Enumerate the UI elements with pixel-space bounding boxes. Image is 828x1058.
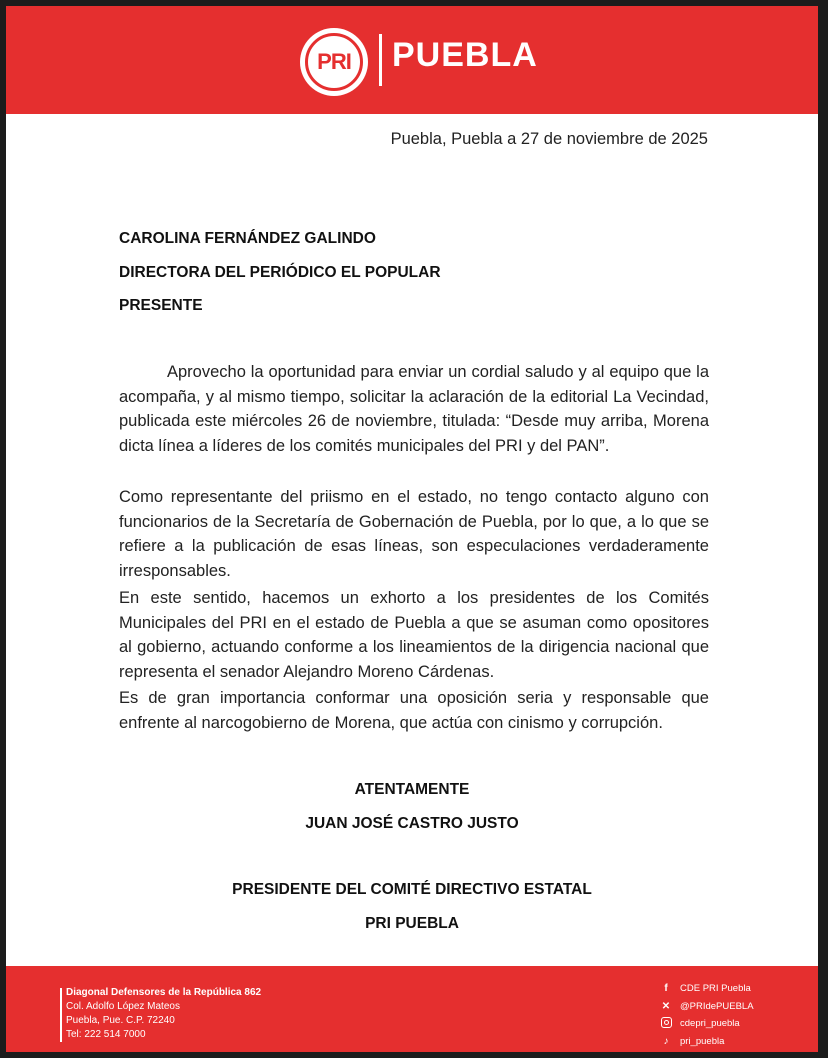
social-label: @PRIdePUEBLA xyxy=(680,1000,754,1012)
social-tiktok[interactable] xyxy=(658,1033,754,1051)
social-label: pri_puebla xyxy=(680,1035,725,1047)
signer-org: PRI PUEBLA xyxy=(365,915,459,932)
instagram-icon xyxy=(658,1017,674,1031)
recipient-name: CAROLINA FERNÁNDEZ GALINDO xyxy=(119,230,376,247)
letter-date: Puebla, Puebla a 27 de noviembre de 2025 xyxy=(390,130,708,148)
closing: ATENTAMENTE xyxy=(354,781,470,798)
social-label: cdepri_puebla xyxy=(680,1018,740,1030)
signer-name: JUAN JOSÉ CASTRO JUSTO xyxy=(305,815,519,832)
signer-title: PRESIDENTE DEL COMITÉ DIRECTIVO ESTATAL xyxy=(232,881,592,898)
footer-address xyxy=(66,986,261,1042)
social-label: CDE PRI Puebla xyxy=(680,983,751,995)
address-line: Col. Adolfo López Mateos xyxy=(66,1001,180,1012)
facebook-icon: f xyxy=(664,983,668,995)
phone-line: Tel: 222 514 7000 xyxy=(66,1029,146,1040)
paragraph-3: En este sentido, hacemos un exhorto a los presidentes de los Comités Municipales del PRI en el estado de Puebla a que se asuman como opositores al gobierno, actuando conforme a los lineamientos de la dirigencia nacional que representa el senador Alejandro Moreno Cárdenas. xyxy=(119,589,709,681)
social-facebook[interactable] xyxy=(658,980,754,998)
logo-divider xyxy=(379,34,382,86)
tiktok-icon: ♪ xyxy=(663,1035,669,1047)
recipient-title: DIRECTORA DEL PERIÓDICO EL POPULAR xyxy=(119,264,441,281)
paragraph-1: Aprovecho la oportunidad para enviar un cordial saludo y al equipo que la acompaña, y al mismo tiempo, solicitar la aclaración de la editorial La Vecindad, publicada este miércoles 26 de noviembre, titulada: “Desde muy arriba, Morena dicta línea a líderes de los comités municipales del PRI y del PAN”. xyxy=(119,363,709,455)
address-line: Puebla, Pue. C.P. 72240 xyxy=(66,1015,175,1026)
paragraph-2: Como representante del priismo en el estado, no tengo contacto alguno con funcionarios de la Secretaría de Gobernación de Puebla, por lo que, a lo que se refiere a la publicación de esas líneas, son especulaciones verdaderamente irresponsables. xyxy=(119,488,709,580)
letter-page xyxy=(6,6,818,1052)
social-links xyxy=(658,980,754,1050)
letterhead xyxy=(6,6,818,114)
pri-logo-text: PRI xyxy=(317,49,351,74)
x-icon: ✕ xyxy=(661,1000,671,1012)
social-x[interactable] xyxy=(658,998,754,1016)
recipient-presente: PRESENTE xyxy=(119,297,203,314)
logo-wordmark: PUEBLA xyxy=(392,36,538,74)
paragraph-4: Es de gran importancia conformar una oposición seria y responsable que enfrente al narcogobierno de Morena, que actúa con cinismo y corrupción. xyxy=(119,689,709,732)
social-instagram[interactable] xyxy=(658,1015,754,1033)
address-bar xyxy=(60,988,62,1042)
address-line: Diagonal Defensores de la República 862 xyxy=(66,987,262,998)
pri-logo xyxy=(300,28,368,96)
footer xyxy=(6,966,818,1052)
